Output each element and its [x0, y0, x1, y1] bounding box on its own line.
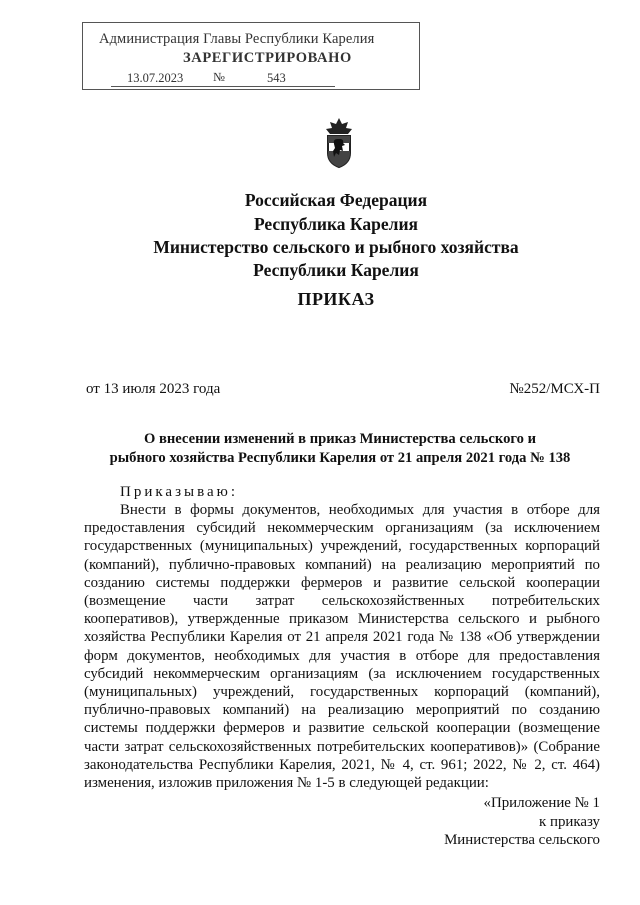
body-paragraph: Внести в формы документов, необходимых для участия в отборе для предоставления субсидий некоммерческим организациям (за исключением государственных (муниципальных) учреждений, государственных корпораций (компаний), публично-правовых компаний) на реализацию мероприятий по созданию системы поддержки фермеров и развитие сельской кооперации (возмещение части затрат сельскохозяйственных потребительских кооперативов), утвержденные приказом Министерства сельского и рыбного хозяйства Республики Карелия от 21 апреля 2021 года № 138 «Об утверждении форм документов, необходимых для участия в отборе для предоставления субсидий некоммерческим организациям (за исключением государственных (муниципальных) учреждений, государственных корпораций (компаний), публично-правовых компаний) на реализацию мероприятий по созданию системы поддержки фермеров и развитие сельской кооперации (возмещение части затрат сельскохозяйственных потребительских кооперативов)» (Собрание законодательства Республики Карелия, 2021, № 4, ст. 961; 2022, № 2, ст. 464) изменения, изложив приложения № 1-5 в следующей редакции: [84, 502, 600, 792]
stamp-status: ЗАРЕГИСТРИРОВАНО [183, 50, 352, 66]
appendix-ref: к приказу [539, 814, 600, 830]
orders-word: Приказываю: [120, 484, 238, 500]
header-ministry: Министерство сельского и рыбного хозяйства [153, 237, 519, 257]
stamp-number: 543 [267, 71, 286, 85]
stamp-underline [111, 86, 335, 87]
registration-stamp [82, 22, 420, 90]
stamp-organization: Администрация Главы Республики Карелия [99, 31, 375, 47]
stamp-registration-row [83, 70, 419, 88]
header-country: Российская Федерация [244, 190, 428, 210]
body-text [84, 501, 600, 792]
stamp-number-sign: № [213, 70, 225, 84]
document-type: ПРИКАЗ [297, 289, 375, 309]
subject-line-1: О внесении изменений в приказ Министерства сельского и [143, 431, 536, 447]
document-date: от 13 июля 2023 года [86, 381, 221, 397]
header-ministry-republic: Республики Карелия [253, 260, 419, 280]
document-number: №252/МСХ-П [509, 381, 600, 397]
stamp-date: 13.07.2023 [127, 71, 184, 85]
appendix-ministry: Министерства сельского [444, 832, 600, 848]
header-republic: Республика Карелия [253, 214, 419, 234]
subject-line-2: рыбного хозяйства Республики Карелия от 21 апреля 2021 года № 138 [109, 450, 571, 466]
appendix-title: «Приложение № 1 [483, 795, 600, 811]
coat-of-arms-icon [321, 117, 357, 169]
